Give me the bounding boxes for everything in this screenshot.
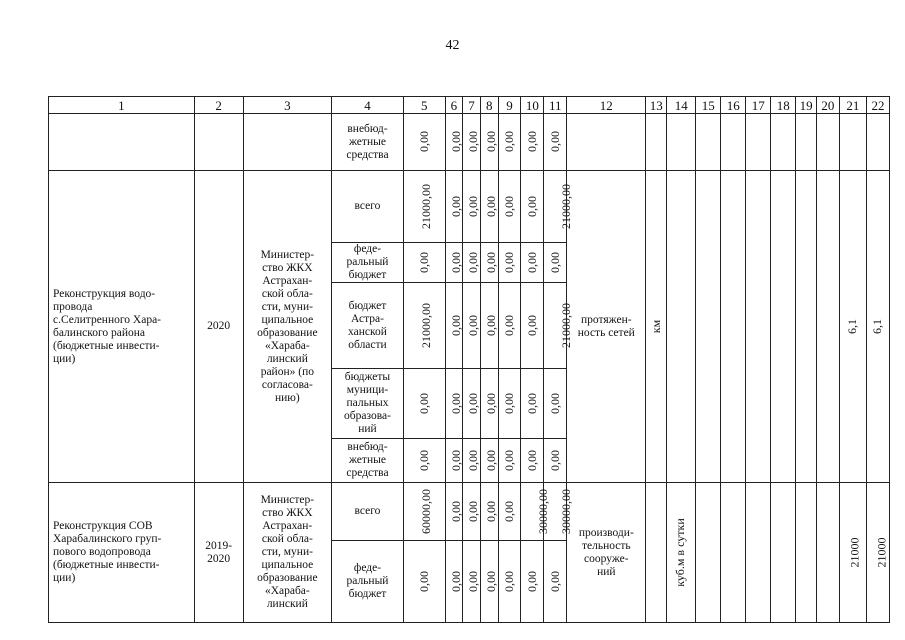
empty-cell xyxy=(667,171,696,483)
amount-value: 0,00 xyxy=(448,392,463,414)
amount-value: 0,00 xyxy=(502,251,517,273)
indicator-name xyxy=(567,171,646,483)
project-name xyxy=(49,171,195,483)
funding-source xyxy=(332,439,404,483)
unit-cell xyxy=(646,171,667,483)
funding-source-label: внебюд- жетные средства xyxy=(346,441,389,479)
funding-source xyxy=(332,283,404,369)
project-executor xyxy=(243,171,331,483)
amount-cell xyxy=(463,243,481,283)
amount-value: 0,00 xyxy=(483,251,498,273)
total-cell xyxy=(403,439,445,483)
amount-value: 0,00 xyxy=(483,314,498,336)
empty-cell xyxy=(796,171,817,483)
empty-cell xyxy=(721,483,746,623)
amount-cell xyxy=(544,243,567,283)
amount-value: 0,00 xyxy=(416,449,431,471)
amount-value: 0,00 xyxy=(483,195,498,217)
project-year xyxy=(194,171,243,483)
amount-cell xyxy=(463,171,481,243)
amount-value: 0,00 xyxy=(502,500,517,522)
amount-value: 0,00 xyxy=(502,449,517,471)
amount-value: 30000,00 xyxy=(536,488,551,534)
column-header: 11 xyxy=(544,97,567,114)
column-header: 17 xyxy=(746,97,771,114)
total-cell xyxy=(403,171,445,243)
indicator-value: 21000 xyxy=(847,537,862,567)
amount-value: 60000,00 xyxy=(418,488,433,534)
funding-source-label: бюджет Астра- ханской области xyxy=(348,299,387,351)
amount-value: 0,00 xyxy=(502,570,517,592)
amount-value: 0,00 xyxy=(483,392,498,414)
amount-cell xyxy=(521,369,544,439)
amount-cell xyxy=(480,541,498,623)
indicator-name xyxy=(567,483,646,623)
project-year xyxy=(194,483,243,623)
total-cell xyxy=(403,283,445,369)
project-year-text: 2020 xyxy=(207,320,231,332)
amount-cell xyxy=(498,483,521,541)
amount-value: 0,00 xyxy=(524,314,539,336)
amount-cell xyxy=(463,483,481,541)
funding-source xyxy=(332,171,404,243)
empty-cell xyxy=(796,483,817,623)
amount-cell xyxy=(498,439,521,483)
column-header: 2 xyxy=(194,97,243,114)
amount-cell xyxy=(463,541,481,623)
amount-cell xyxy=(521,171,544,243)
column-header: 21 xyxy=(839,97,866,114)
amount-value: 0,00 xyxy=(466,500,481,522)
amount-value: 0,00 xyxy=(448,251,463,273)
empty-cell xyxy=(696,171,721,483)
executor-text: Министер- ство ЖКХ Астрахан- ской обла- сти, муни- ципальное образование «Хараба- линский xyxy=(257,494,318,610)
funding-source: внебюд- жетные средства xyxy=(332,114,404,171)
project-name-text: Реконструкция СОВ Харабалинского груп- пового водопровода (бюджетные инвести- ции) xyxy=(53,520,162,584)
funding-source-label: всего xyxy=(354,200,381,212)
amount-value: 0,00 xyxy=(502,314,517,336)
budget-table xyxy=(48,96,890,623)
amount-value: 0,00 xyxy=(483,449,498,471)
amount-cell xyxy=(498,369,521,439)
total-cell xyxy=(403,483,445,541)
column-header: 9 xyxy=(498,97,521,114)
amount-cell xyxy=(498,283,521,369)
funding-source-label: бюджеты муници- пальных образова- ний xyxy=(344,371,391,435)
funding-source-label: всего xyxy=(354,505,381,517)
indicator-value-22 xyxy=(866,483,889,623)
unit-text: км xyxy=(648,319,663,333)
amount-cell xyxy=(445,369,463,439)
column-header: 6 xyxy=(445,97,463,114)
total-cell xyxy=(403,541,445,623)
project-name xyxy=(49,483,195,623)
amount-value: 21000,00 xyxy=(559,302,574,348)
page-number: 42 xyxy=(445,38,460,53)
amount-cell xyxy=(480,243,498,283)
amount-cell xyxy=(480,283,498,369)
amount-value: 0,00 xyxy=(466,392,481,414)
amount-value: 0,00 xyxy=(547,392,562,414)
amount-value: 30000,00 xyxy=(559,488,574,534)
amount-cell xyxy=(544,283,574,369)
amount-value: 0,00 xyxy=(524,449,539,471)
amount-value: 0,00 xyxy=(466,195,481,217)
indicator-value-21 xyxy=(839,483,866,623)
amount-cell xyxy=(445,439,463,483)
total-cell xyxy=(403,243,445,283)
column-header: 18 xyxy=(771,97,796,114)
amount-cell xyxy=(521,483,551,541)
amount-cell xyxy=(445,483,463,541)
unit-cell xyxy=(646,483,688,623)
amount-value: 0,00 xyxy=(502,392,517,414)
amount-value: 0,00 xyxy=(466,251,481,273)
indicator-value-21 xyxy=(839,171,866,483)
indicator-value: 21000 xyxy=(874,537,889,567)
amount-value: 0,00 xyxy=(448,500,463,522)
funding-source-label: феде- ральный бюджет xyxy=(346,243,389,281)
column-header: 1 xyxy=(49,97,195,114)
amount-cell xyxy=(463,283,481,369)
column-header: 12 xyxy=(567,97,646,114)
amount-cell xyxy=(480,171,498,243)
amount-cell xyxy=(498,541,521,623)
amount-value: 0,00 xyxy=(547,449,562,471)
amount-cell xyxy=(544,439,567,483)
amount-value: 0,00 xyxy=(466,314,481,336)
empty-cell xyxy=(771,171,796,483)
amount-value: 0,00 xyxy=(524,570,539,592)
amount-value: 0,00 xyxy=(448,449,463,471)
empty-cell xyxy=(746,171,771,483)
amount-value: 0,00 xyxy=(547,570,562,592)
table-row xyxy=(49,171,890,243)
amount-cell xyxy=(544,541,567,623)
indicator-value-22 xyxy=(866,171,889,483)
header-row xyxy=(49,97,890,114)
amount-value: 0,00 xyxy=(466,570,481,592)
amount-cell xyxy=(445,171,463,243)
amount-cell xyxy=(480,369,498,439)
amount-cell xyxy=(498,243,521,283)
column-header: 4 xyxy=(332,97,404,114)
empty-cell xyxy=(696,483,721,623)
project-2 xyxy=(49,483,890,623)
indicator-value: 6,1 xyxy=(870,318,885,334)
amount-cell xyxy=(445,541,463,623)
column-header: 15 xyxy=(696,97,721,114)
amount-value: 0,00 xyxy=(416,570,431,592)
amount-value: 0,00 xyxy=(483,500,498,522)
project-name-text: Реконструкция водо- провода с.Селитренного Хара- балинского района (бюджетные инвести- ции) xyxy=(53,287,162,365)
amount-cell xyxy=(521,439,544,483)
column-header: 8 xyxy=(480,97,498,114)
amount-value: 0,00 xyxy=(448,195,463,217)
amount-cell xyxy=(521,243,544,283)
table-row xyxy=(49,483,890,541)
column-header: 5 xyxy=(403,97,445,114)
empty-cell xyxy=(771,483,796,623)
column-header: 20 xyxy=(816,97,839,114)
column-header: 14 xyxy=(667,97,696,114)
amount-value: 21000,00 xyxy=(418,183,433,229)
amount-value: 21000,00 xyxy=(418,302,433,348)
empty-cell xyxy=(816,171,839,483)
amount-cell xyxy=(498,171,521,243)
funding-source xyxy=(332,243,404,283)
column-header: 16 xyxy=(721,97,746,114)
column-header: 10 xyxy=(521,97,544,114)
indicator-text: производи- тельность сооруже- ний xyxy=(578,526,634,578)
executor-text: Министер- ство ЖКХ Астрахан- ской обла- сти, муни- ципальное образование «Хараба- линский район» (по согласова- нию) xyxy=(257,248,318,404)
amount-value: 21000,00 xyxy=(559,183,574,229)
indicator-text: протяжен- ность сетей xyxy=(577,313,635,339)
amount-cell xyxy=(521,283,544,369)
project-executor xyxy=(243,483,331,623)
total-cell xyxy=(403,369,445,439)
amount-cell xyxy=(480,483,498,541)
funding-source xyxy=(332,369,404,439)
amount-cell xyxy=(544,171,574,243)
amount-value: 0,00 xyxy=(416,251,431,273)
amount-value: 0,00 xyxy=(524,392,539,414)
column-header: 22 xyxy=(866,97,889,114)
empty-cell xyxy=(746,483,771,623)
amount-value: 0,00 xyxy=(524,251,539,273)
amount-value: 0,00 xyxy=(483,570,498,592)
empty-cell xyxy=(721,171,746,483)
amount-value: 0,00 xyxy=(448,314,463,336)
indicator-value: 6,1 xyxy=(845,318,860,334)
funding-source xyxy=(332,483,404,541)
amount-cell xyxy=(544,369,567,439)
amount-cell xyxy=(480,439,498,483)
amount-value: 0,00 xyxy=(466,449,481,471)
table-row: внебюд- жетные средства 0,00 0,00 0,00 0,00 0,00 0,00 0,00 xyxy=(49,114,890,171)
amount-cell xyxy=(445,283,463,369)
amount-value: 0,00 xyxy=(547,251,562,273)
funding-source-label: феде- ральный бюджет xyxy=(346,562,389,600)
project-year-text: 2019- 2020 xyxy=(205,539,233,565)
funding-source xyxy=(332,541,404,623)
unit-text: куб.м в сутки xyxy=(673,517,688,587)
amount-cell xyxy=(463,369,481,439)
amount-cell xyxy=(445,243,463,283)
amount-value: 0,00 xyxy=(502,195,517,217)
amount-cell xyxy=(463,439,481,483)
empty-cell xyxy=(816,483,839,623)
column-header: 3 xyxy=(243,97,331,114)
amount-cell xyxy=(521,541,544,623)
amount-value: 0,00 xyxy=(524,195,539,217)
column-header: 19 xyxy=(796,97,817,114)
column-header: 7 xyxy=(463,97,481,114)
project-1 xyxy=(49,171,890,483)
amount-value: 0,00 xyxy=(416,392,431,414)
column-header: 13 xyxy=(646,97,667,114)
amount-value: 0,00 xyxy=(448,570,463,592)
